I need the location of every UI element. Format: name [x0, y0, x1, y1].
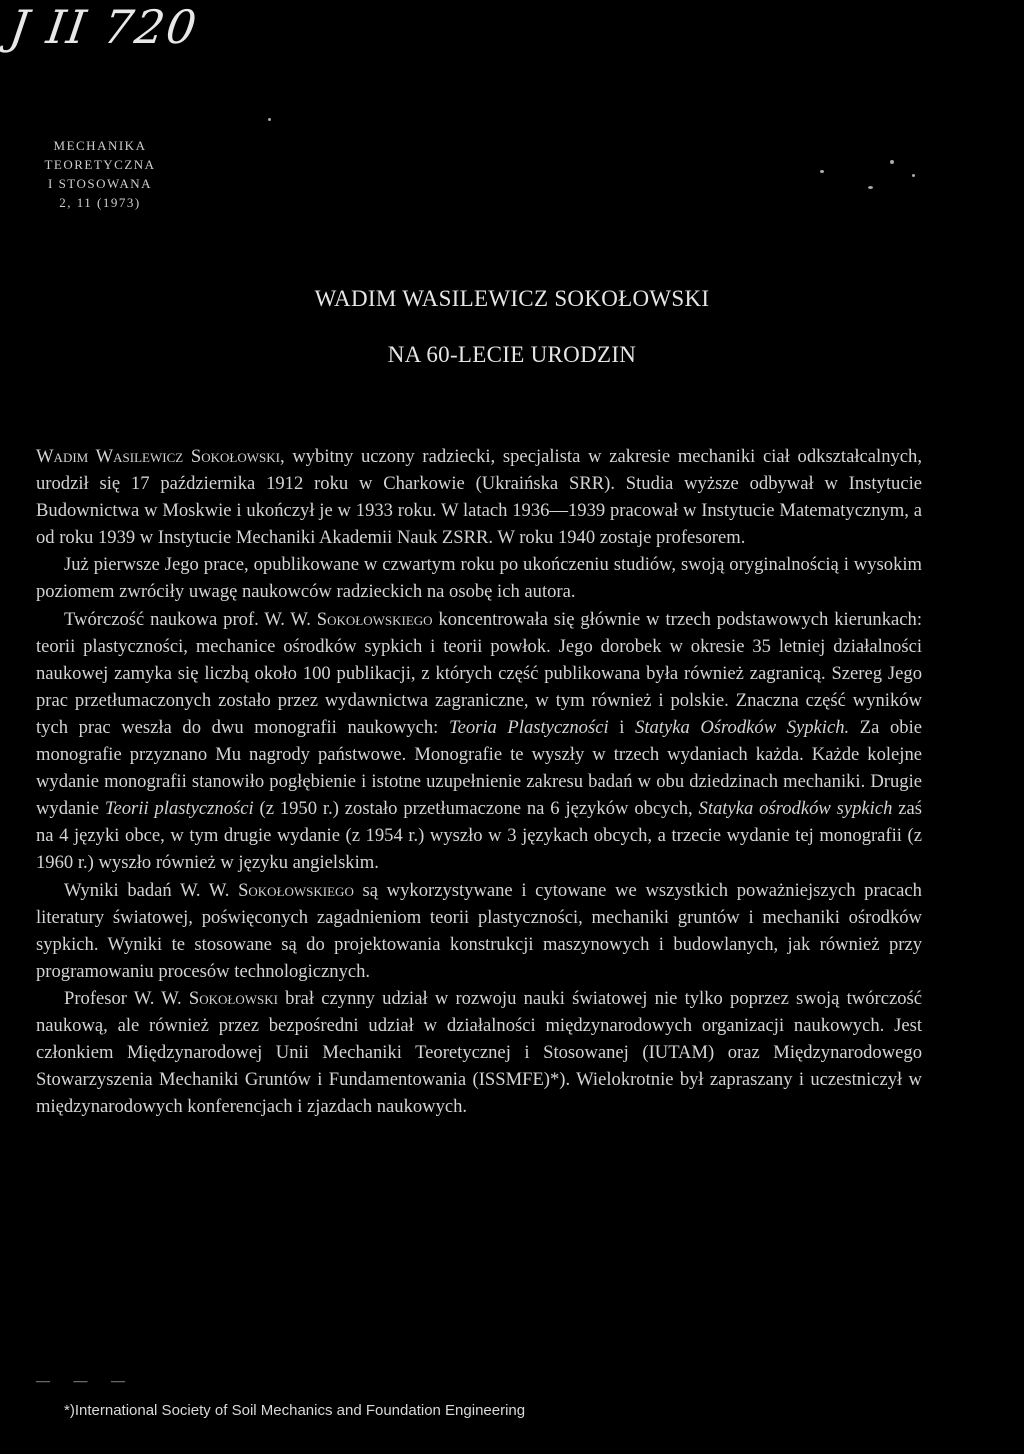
paragraph-2: Już pierwsze Jego prace, opublikowane w czwartym roku po ukończeniu studiów, swoją oryginalnością i wysokim poziomem zwróciły uwagę naukowców radzieckich na osobę ich autora.	[36, 554, 922, 603]
paragraph-3	[36, 606, 922, 877]
paragraph-text: Za obie monografie przyznano Mu nagrody państwowe. Monografie te wyszły w trzech wydaniach każda. Każde kolejne wydanie monografii stanowiło pogłębienie i istotne uzupełnienie zakresu badań w obu dziedzinach mechaniki. Drugie wydanie	[36, 716, 923, 820]
article-title: WADIM WASILEWICZ SOKOŁOWSKI	[314, 286, 710, 311]
person-name: Wadim Wasilewicz Sokołowski,	[36, 446, 285, 467]
book-title: Statyka Ośrodków Sypkich.	[635, 716, 850, 738]
paragraph-text: zaś na 4 języki obce, w tym drugie wydanie (z 1954 r.) wyszło w 3 językach obcych, a trzecie wydanie tej monografii (z 1960 r.) wyszło również w języku angielskim.	[36, 798, 923, 874]
scan-speck	[268, 118, 271, 121]
paragraph-text: koncentrowała się głównie w trzech podstawowych kierunkach: teorii plastyczności, mechanice ośrodków sypkich i teorii powłok. Jego dorobek w okresie 35 letniej działalności naukowej zamyka się liczbą około 100 publikacji, z których część publikowana była również zagranicą. Szereg Jego prac przetłumaczonych zostało przez wydawnictwa zagraniczne, w tym również i polskie. Znaczna część wyników tych prac weszła do dwu monografii naukowych:	[36, 608, 922, 738]
paragraph-text: Twórczość naukowa prof. W. W.	[64, 608, 317, 630]
journal-name-line2: TEORETYCZNA	[44, 157, 156, 172]
paragraph-4	[36, 877, 922, 985]
scan-speck	[890, 160, 894, 164]
article-subtitle: NA 60-LECIE URODZIN	[387, 342, 637, 367]
book-title: Teorii plastyczności	[104, 798, 254, 820]
book-title: Statyka ośrodków sypkich	[698, 798, 893, 820]
paragraph-text: brał czynny udział w rozwoju nauki światowej nie tylko poprzez swoją twórczość naukową, ale również przez bezpośredni udział w działalności międzynarodowych organizacji naukowych. Jest członkiem Międzynarodowej Unii Mechaniki Teoretycznej i Stosowanej (IUTAM) oraz Międzynarodowego Stowarzyszenia Mechaniki Gruntów i Fundamentowania (ISSMFE)*). Wielokrotnie był zapraszany i uczestniczył w międzynarodowych konferencjach i zjazdach naukowych.	[36, 987, 922, 1118]
person-name: Sokołowskiego	[316, 608, 433, 630]
journal-name-line1: MECHANIKA	[53, 138, 147, 153]
book-title: Teoria Plastyczności	[448, 716, 609, 738]
person-name: Sokołowski	[188, 987, 278, 1009]
journal-issue: 2, 11 (1973)	[59, 195, 141, 210]
scan-speck	[868, 186, 873, 189]
handwritten-archive-mark: J II 720	[6, 0, 202, 54]
journal-header	[30, 136, 170, 212]
paragraph-1	[36, 443, 922, 551]
paragraph-text: Wyniki badań W. W.	[64, 879, 239, 901]
paragraph-text: (z 1950 r.) zostało przetłumaczone na 6 języków obcych,	[253, 798, 699, 820]
article-body	[36, 443, 922, 1120]
footnote-separator: — — —	[36, 1374, 135, 1389]
paragraph-text: i	[608, 716, 636, 738]
footnote: *)International Society of Soil Mechanics and Foundation Engineering	[64, 1402, 526, 1419]
paragraph-5	[36, 985, 922, 1120]
scan-speck	[912, 174, 915, 177]
scan-speck	[820, 170, 824, 173]
paragraph-text: wybitny uczony radziecki, specjalista w zakresie mechaniki ciał odkształcalnych, urodził się 17 października 1912 roku w Charkowie (Ukraińska SRR). Studia wyższe odbywał w Instytucie Budownictwa w Moskwie i ukończył je w 1933 roku. W latach 1936—1939 pracował w Instytucie Matematycznym, a od roku 1939 w Instytucie Mechaniki Akademii Nauk ZSRR. W roku 1940 zostaje profesorem.	[36, 446, 922, 549]
person-name: Sokołowskiego	[238, 879, 354, 901]
paragraph-text: są wykorzystywane i cytowane we wszystkich poważniejszych pracach literatury światowej, poświęconych zagadnieniom teorii plastyczności, mechaniki gruntów i mechaniki ośrodków sypkich. Wyniki te stosowane są do projektowania konstrukcji maszynowych i budowlanych, jak również przy programowaniu procesów technologicznych.	[36, 879, 922, 982]
journal-name-line3: I STOSOWANA	[47, 176, 152, 191]
paragraph-text: Profesor W. W.	[64, 987, 189, 1009]
